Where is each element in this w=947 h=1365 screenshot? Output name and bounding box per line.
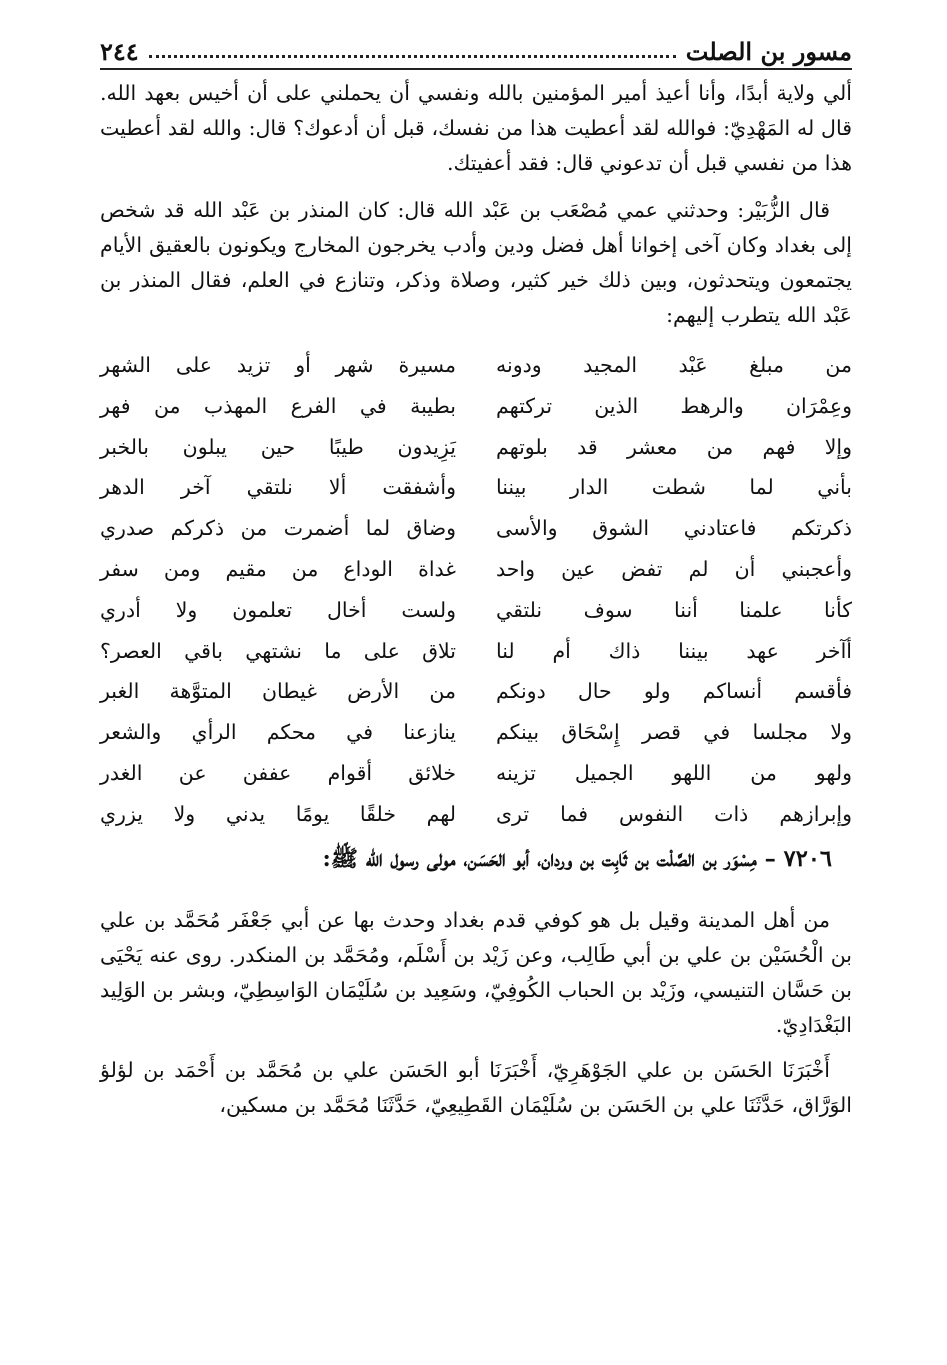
poem-verse (100, 671, 852, 712)
running-title: مسور بن الصلت (685, 37, 852, 66)
verse-second-hemistich: لهم خلقًا يومًا يدني ولا يزري (100, 801, 456, 826)
verse-first-hemistich: ولا مجلسا في قصر إِسْحَاق بينكم (496, 720, 852, 745)
poem-verse (100, 753, 852, 794)
paragraph-isnad: أَخْبَرَنَا الحَسَن بن علي الجَوْهَرِيّ، أَخْبَرَنَا أبو الحَسَن علي بن مُحَمَّد بن أَحْمَد بن لؤلؤ الوَرَّاق، حَدَّثَنَا علي بن الحَسَن بن سُلَيْمَان القَطِيعِيّ، حَدَّثَنَا مُحَمَّد بن مسكين، (100, 1057, 852, 1117)
poem (100, 345, 852, 835)
poem-verse (100, 427, 852, 468)
verse-first-hemistich: فأقسم أنساكم ولو حال دونكم (496, 679, 852, 704)
verse-first-hemistich: كأنا علمنا أننا سوف نلتقي (496, 597, 852, 622)
verse-first-hemistich: ذكرتكم فاعتادني الشوق والأسى (496, 516, 852, 541)
verse-second-hemistich: خلائق أقوام عففن عن الغدر (100, 760, 456, 785)
biography-entry-heading: ٧٢٠٦ – مِسْوَر بن الصَّلْت بن ثَابِت بن وردان، أبو الحَسَن، مولى رسول الله ﷺ: (322, 845, 832, 872)
paragraph-zubayr-report: قال الزُّبَيْر: وحدثني عمي مُصْعَب بن عَبْد الله قال: كان المنذر بن عَبْد الله قد شخص إلى بغداد وكان آخى إخوانا أهل فضل ودين وأدب يخرجون المخارج ويكونون بالعقيق الأيام يجتمعون ويتحدثون، وبين ذلك خير كثير، وصلاة وذكر، وتنازع في العلم، فقال المنذر بن عَبْد الله يتطرب إليهم: (100, 198, 852, 327)
verse-first-hemistich: من مبلغ عَبْد المجيد ودونه (496, 353, 852, 377)
verse-second-hemistich: بطيبة في الفرع المهذب من فهر (100, 393, 456, 418)
verse-first-hemistich: أآخر عهد بيننا ذاك أم لنا (496, 638, 852, 663)
verse-first-hemistich: وأعجبني أن لم تفض عين واحد (496, 556, 852, 581)
book-page (100, 30, 852, 1123)
poem-verse (100, 345, 852, 386)
verse-second-hemistich: تلاق على ما نشتهي باقي العصر؟ (100, 638, 456, 663)
verse-first-hemistich: ولهو من اللهو الجميل تزينه (496, 760, 852, 785)
poem-verse (100, 467, 852, 508)
header-leader-dots (149, 55, 676, 58)
verse-second-hemistich: يَزِيدون طيبًا حين يبلون بالخبر (100, 434, 456, 459)
verse-second-hemistich: غداة الوداع من مقيم ومن سفر (100, 556, 456, 581)
poem-verse (100, 386, 852, 427)
verse-second-hemistich: وأشفقت ألا نلتقي آخر الدهر (100, 475, 456, 500)
verse-first-hemistich: وإلا فهم من معشر قد بلوتهم (496, 434, 852, 459)
poem-verse (100, 590, 852, 631)
verse-second-hemistich: مسيرة شهر أو تزيد على الشهر (100, 353, 456, 377)
page-header (100, 30, 852, 70)
poem-verse (100, 712, 852, 753)
poem-verse (100, 631, 852, 672)
paragraph-opening: ألي ولاية أبدًا، وأنا أعيذ أمير المؤمنين بالله ونفسي أن يحملني على أن أخيس بعهد الله. قال له المَهْدِيّ: فوالله لقد أعطيت هذا من نفسك، قبل أن أدعوك؟ قال: والله لقد أعطيت هذا من نفسي قبل أن تدعوني قال: فقد أعفيتك. (100, 81, 852, 175)
page-number: ٢٤٤ (100, 37, 139, 66)
poem-verse (100, 549, 852, 590)
verse-first-hemistich: وعِمْرَان والرهط الذين تركتهم (496, 393, 852, 418)
verse-second-hemistich: وضاق لما أضمرت من ذكركم صدري (100, 516, 456, 541)
paragraph-biography: من أهل المدينة وقيل بل هو كوفي قدم بغداد وحدث بها عن أبي جَعْفَر مُحَمَّد بن علي بن الْحُسَيْن بن علي بن أبي طَالِب، وعن زَيْد بن أَسْلَم، ومُحَمَّد بن المنكدر. روى عنه يَحْيَى بن حَسَّان التنيسي، وزَيْد بن الحباب الكُوفِيّ، وسَعِيد بن سُلَيْمَان الوَاسِطِيّ، وبشر بن الوَلِيد البَغْدَادِيّ. (100, 907, 852, 1037)
verse-first-hemistich: وإبرازهم ذات النفوس فما ترى (496, 801, 852, 826)
verse-second-hemistich: ينازعنا في محكم الرأي والشعر (100, 720, 456, 745)
verse-first-hemistich: بأني لما شطت الدار بيننا (496, 475, 852, 500)
poem-verse (100, 794, 852, 835)
poem-verse (100, 508, 852, 549)
verse-second-hemistich: من الأرض غيطان المتوَّهة الغبر (100, 679, 456, 704)
verse-second-hemistich: ولست أخال تعلمون ولا أدري (100, 597, 456, 622)
